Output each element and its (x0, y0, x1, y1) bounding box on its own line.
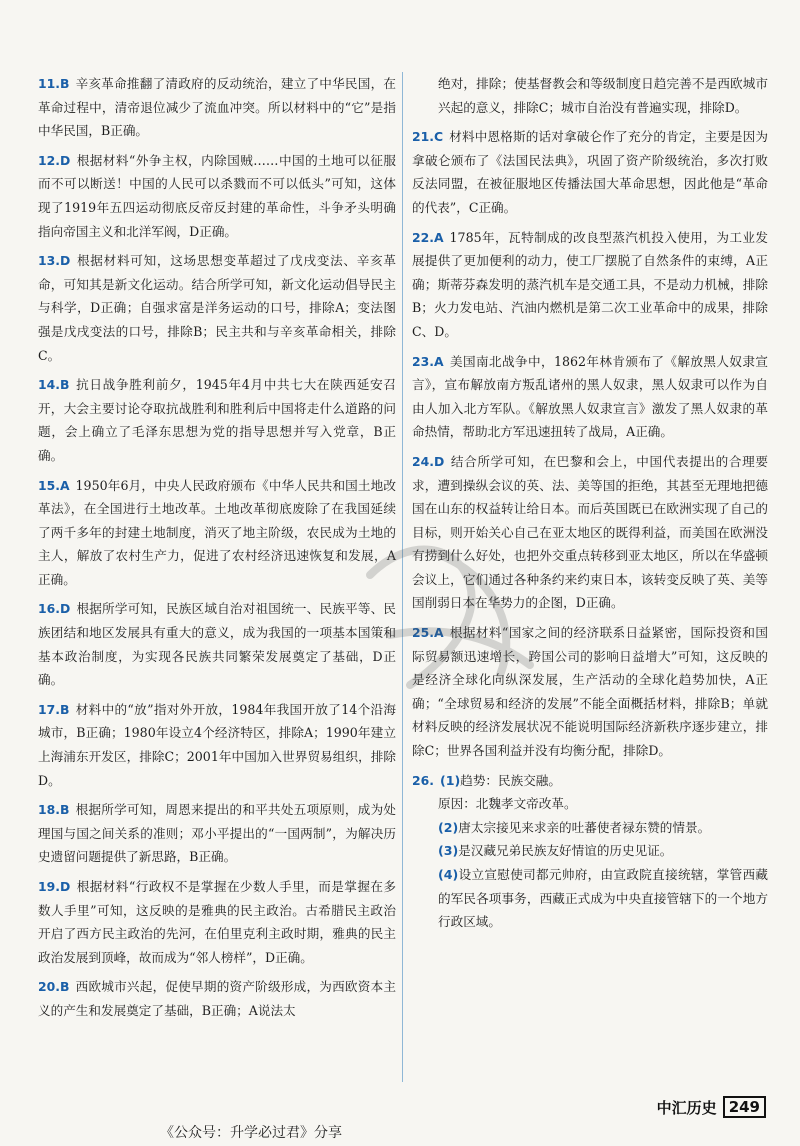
answer-23: 23.A 美国南北战争中，1862年林肯颁布了《解放黑人奴隶宣言》，宣布解放南方叛乱诸州的黑人奴隶，黑人奴隶可以作为自由人加入北方军队。《解放黑人奴隶宣言》激发了黑人奴隶的革命热情，帮助北方军迅速扭转了战局，A正确。 (412, 353, 768, 440)
answer-15: 15.A 1950年6月，中央人民政府颁布《中华人民共和国土地改革法》，在全国进行土地改革。土地改革彻底废除了在我国延续了两千多年的封建土地制度，消灭了地主阶级，农民成为土地的主人，解放了农村生产力，促进了农村经济迅速恢复和发展，A正确。 (38, 477, 396, 587)
answer-18: 18.B 根据所学可知，周恩来提出的和平共处五项原则，成为处理国与国之间关系的准则；邓小平提出的“一国两制”，为解决历史遗留问题提供了新思路，B正确。 (38, 802, 396, 865)
answer-14: 14.B 抗日战争胜利前夕，1945年4月中共七大在陕西延安召开，大会主要讨论夺取抗战胜利和胜利后中国将走什么道路的问题，会上确立了毛泽东思想为党的指导思想并写入党章，B正确。 (38, 377, 396, 463)
answer-26-part-4: (4)设立宣慰使司都元帅府，由宣政院直接统辖，掌管西藏的军民各项事务，西藏正式成为中央直接管辖下的一个地方行政区域。 (438, 867, 768, 930)
column-divider (402, 72, 403, 1082)
page-number: 249 (723, 1096, 766, 1118)
answer-20: 20.B 西欧城市兴起，促使早期的资产阶级形成，为西欧资本主义的产生和发展奠定了基础，B正确；A说法太 (38, 979, 396, 1018)
answer-26-part-3: (3)是汉藏兄弟民族友好情谊的历史见证。 (438, 843, 673, 859)
answer-21: 21.C 材料中恩格斯的话对拿破仑作了充分的肯定，主要是因为拿破仑颁布了《法国民法典》，巩固了资产阶级统治，多次打败反法同盟，在被征服地区传播法国大革命思想，因此他是“革命的代表”，C正确。 (412, 129, 768, 215)
answer-17: 17.B 材料中的“放”指对外开放，1984年我国开放了14个沿海城市，B正确；1980年设立4个经济特区，排除A；1990年建立上海浦东开发区，排除C；2001年中国加入世界贸易组织，排除D。 (38, 701, 396, 788)
answer-26-part-1: 26. (1)趋势：民族交融。 (412, 772, 561, 788)
answer-20-continuation: 绝对，排除；使基督教会和等级制度日趋完善不是西欧城市兴起的意义，排除C；城市自治没有普遍实现，排除D。 (438, 76, 768, 115)
answer-12: 12.D 根据材料“外争主权，内除国贼……中国的土地可以征服而不可以断送！中国的人民可以杀戮而不可以低头”可知，这体现了1919年五四运动彻底反帝反封建的革命性，斗争矛头明确指向帝国主义和北洋军阀，D正确。 (38, 152, 396, 239)
left-column (38, 72, 396, 1029)
answer-26-reason: 原因：北魏孝文帝改革。 (438, 796, 577, 812)
answer-24: 24.D 结合所学可知，在巴黎和会上，中国代表提出的合理要求，遭到操纵会议的英、法、美等国的拒绝，其甚至无理地把德国在山东的权益转让给日本。而后英国既已在欧洲实现了自己的目标，则开始关心自己在亚太地区的既得利益，而美国在欧洲没有捞到什么好处，也把外交重点转移到亚太地区，所以在华盛顿会议上，它们通过各种条约来约束日本，该转变反映了英、美等国削弱日本在华势力的企图，D正确。 (412, 453, 768, 611)
answer-22: 22.A 1785年，瓦特制成的改良型蒸汽机投入使用，为工业发展提供了更加便利的动力，使工厂摆脱了自然条件的束缚，A正确；斯蒂芬森发明的蒸汽机车是交通工具，不是动力机械，排除B；火力发电站、汽油内燃机是第二次工业革命中的成果，排除C、D。 (412, 229, 768, 339)
footer-brand (657, 1096, 766, 1118)
right-column (412, 72, 768, 934)
answer-26 (412, 769, 768, 934)
answer-19: 19.D 根据材料“行政权不是掌握在少数人手里，而是掌握在多数人手里”可知，这反映的是雅典的民主政治。古希腊民主政治开启了西方民主政治的先河，在伯里克利主政时期，雅典的民主政治发展到顶峰，故而成为“邻人榜样”，D正确。 (38, 879, 396, 965)
answer-25: 25.A 根据材料“国家之间的经济联系日益紧密，国际投资和国际贸易额迅速增长，跨国公司的影响日益增大”可知，这反映的是经济全球化向纵深发展，生产活动的全球化趋势加快，A正确；“全球贸易和经济的发展”不能全面概括材料，排除B；单就材料反映的经济发展状况不能说明国际经济新秩序逐步建立，排除C；世界各国利益并没有均衡分配，排除D。 (412, 625, 768, 759)
answer-16: 16.D 根据所学可知，民族区域自治对祖国统一、民族平等、民族团结和地区发展具有重大的意义，成为我国的一项基本国策和基本政治制度，为实现各民族共同繁荣发展奠定了基础，D正确。 (38, 601, 396, 688)
share-note: 《公众号：升学必过君》分享 (160, 1125, 342, 1141)
brand-name: 中汇历史 (656, 1098, 717, 1117)
answer-11: 11.B 辛亥革命推翻了清政府的反动统治，建立了中华民国，在革命过程中，清帝退位减少了流血冲突。所以材料中的“它”是指中华民国，B正确。 (38, 76, 396, 139)
answer-26-part-2: (2)唐太宗接见来求亲的吐蕃使者禄东赞的情景。 (438, 819, 711, 835)
answer-13: 13.D 根据材料可知，这场思想变革超过了戊戌变法、辛亥革命，可知其是新文化运动。结合所学可知，新文化运动倡导民主与科学，D正确；自强求富是洋务运动的口号，排除A；变法图强是戊戌变法的口号，排除B；民主共和与辛亥革命相关，排除C。 (38, 253, 396, 363)
